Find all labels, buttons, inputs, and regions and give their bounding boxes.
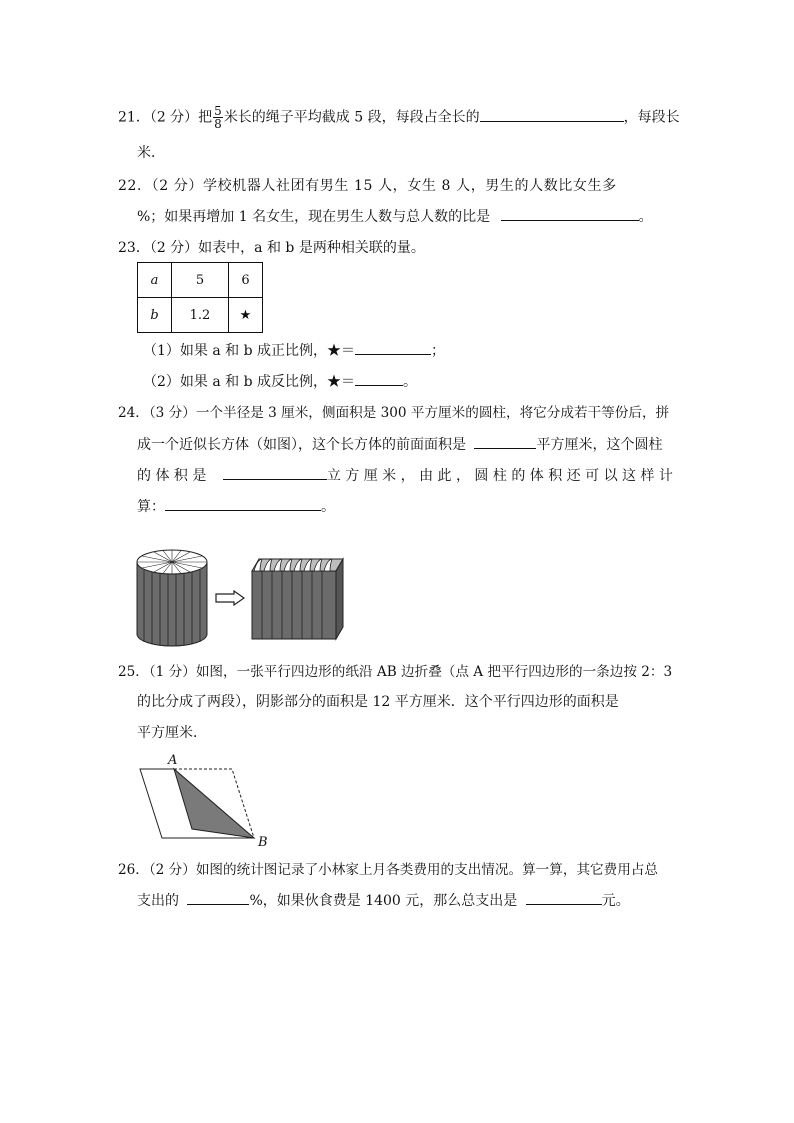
q23-sub2	[143, 371, 417, 392]
table-cell: 1.2	[172, 298, 229, 333]
table-row	[138, 298, 263, 333]
q24-text-d: 立 方 厘 米 ， 由 此 ， 圆 柱 的 体 积 还 可 以 这 样 计	[326, 468, 673, 484]
q22-line2	[137, 206, 653, 227]
q23-blank-2[interactable]	[355, 371, 403, 386]
q21-blank-fraction[interactable]	[480, 107, 624, 122]
q23-sub1-text: （1）如果 a 和 b 成正比例，★＝	[143, 343, 356, 359]
q21-line2	[137, 143, 165, 163]
q24-text-f: 。	[321, 499, 335, 515]
q26-text-b: %，如果伙食费是 1400 元，那么总支出是	[249, 893, 518, 909]
q22-end: 。	[638, 209, 653, 225]
fraction-denominator: 8	[214, 117, 222, 131]
arrow-right-icon	[215, 590, 245, 606]
q21-text: 米长的绳子平均截成 5 段，每段占全长的	[223, 109, 480, 126]
folded-parallelogram-icon	[136, 752, 278, 848]
q22-text: %；如果再增加 1 名女生，现在男生人数与总人数的比是	[137, 209, 491, 225]
q24-line2	[137, 434, 662, 455]
label-b: B	[258, 835, 268, 848]
q23-sub2-text: （2）如果 a 和 b 成反比例，★＝	[143, 374, 356, 390]
q26-blank-percent[interactable]	[187, 890, 249, 905]
q26-blank-total[interactable]	[526, 890, 602, 905]
q24-line3	[137, 465, 673, 486]
q21-line1	[118, 105, 680, 130]
cuboid-icon	[251, 555, 345, 641]
q21-number: 21．（2 分）把	[118, 109, 213, 126]
q23-sub1	[143, 340, 445, 361]
q24-text-c: 的 体 积 是	[137, 468, 207, 484]
q25-line2: 的比分成了两段），阴影部分的面积是 12 平方厘米．这个平行四边形的面积是	[137, 694, 619, 710]
q24-line4	[137, 496, 335, 517]
table-cell: 5	[172, 263, 229, 298]
q25-line1: 25．（1 分）如图，一张平行四边形的纸沿 AB 边折叠（点 A 把平行四边形的一条边按 2：3	[118, 664, 673, 680]
q25-line3: 平方厘米．	[137, 725, 207, 741]
q26-line2	[137, 890, 630, 911]
q23-table	[137, 262, 263, 333]
q23-sub2-end: 。	[403, 374, 418, 390]
q24-text-b: 平方厘米，这个圆柱	[536, 437, 663, 453]
table-cell: 6	[229, 263, 263, 298]
q23-question: 23．（2 分）如表中，a 和 b 是两种相关联的量。	[118, 240, 425, 256]
q26-text-a: 支出的	[137, 893, 179, 909]
q24-blank-formula[interactable]	[165, 496, 321, 511]
q24-text-e: 算：	[137, 499, 165, 515]
q23-blank-1[interactable]	[355, 340, 431, 355]
q22-line1: 22．（2 分）学校机器人社团有男生 15 人，女生 8 人，男生的人数比女生多	[118, 178, 617, 194]
q21-unit: 米．	[137, 145, 165, 161]
label-a: A	[168, 753, 178, 768]
fraction-numerator: 5	[214, 104, 222, 118]
q23-sub1-end: ；	[431, 343, 446, 359]
table-cell: b	[138, 298, 172, 333]
q24-text-a: 成一个近似长方体（如图），这个长方体的前面面积是	[137, 437, 466, 453]
q24-line1: 24．（3 分）一个半径是 3 厘米，侧面积是 300 平方厘米的圆柱，将它分成若干等份后，拼	[118, 405, 670, 421]
cylinder-icon	[136, 548, 208, 648]
q22-blank-ratio[interactable]	[501, 206, 639, 221]
q24-blank-area[interactable]	[474, 434, 536, 449]
table-row	[138, 263, 263, 298]
q21-fraction	[213, 105, 223, 130]
table-cell: ★	[229, 298, 263, 333]
table-cell: a	[138, 263, 172, 298]
q26-text-c: 元。	[601, 893, 630, 909]
q21-text-b: ，每段长	[623, 109, 680, 126]
q26-line1: 26．（2 分）如图的统计图记录了小林家上月各类费用的支出情况。算一算，其它费用占总	[118, 862, 659, 878]
q24-blank-volume[interactable]	[223, 465, 327, 480]
